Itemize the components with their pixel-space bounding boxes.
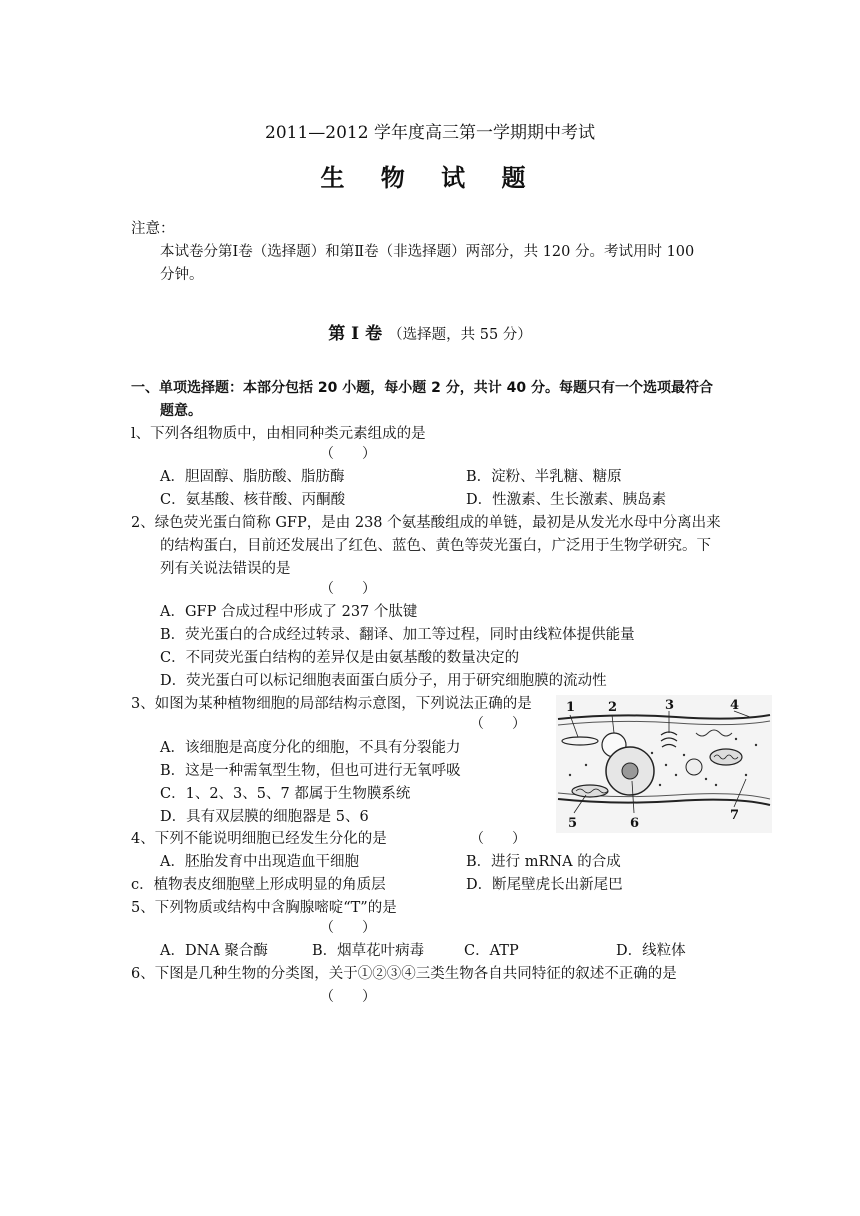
q2-stem-line-3: 列有关说法错误的是 — [160, 561, 291, 577]
q4-option-d: D．断尾壁虎长出新尾巴 — [466, 877, 623, 893]
q3-answer-paren: （ ） — [470, 716, 526, 732]
part1-subtitle: （选择题，共 55 分） — [388, 327, 532, 343]
q3-option-a: A．该细胞是高度分化的细胞，不具有分裂能力 — [160, 740, 461, 756]
q3-option-b: B．这是一种需氧型生物，但也可进行无氧呼吸 — [160, 763, 461, 779]
q5-answer-paren: （ ） — [320, 920, 376, 936]
q5-option-d: D．线粒体 — [616, 943, 686, 959]
diagram-label-2: 2 — [608, 700, 618, 715]
q1-option-a: A．胆固醇、脂肪酸、脂肪酶 — [160, 469, 345, 485]
part1-title: 第Ⅰ卷 — [328, 324, 389, 344]
notice-label: 注意： — [131, 221, 175, 237]
q3-option-d: D．具有双层膜的细胞器是 5、6 — [160, 809, 369, 825]
q1-stem: l、下列各组物质中，由相同种类元素组成的是 — [131, 426, 426, 442]
q4-answer-paren: （ ） — [470, 831, 526, 847]
plant-cell-diagram — [556, 695, 772, 833]
notice-line-2: 分钟。 — [160, 267, 204, 283]
diagram-label-4: 4 — [730, 698, 740, 713]
diagram-label-5: 5 — [568, 816, 578, 831]
q4-option-b: B．进行 mRNA 的合成 — [466, 854, 621, 870]
q1-answer-paren: （ ） — [320, 446, 376, 462]
section1-heading-line-2: 题意。 — [160, 403, 202, 419]
notice-line-1: 本试卷分第Ⅰ卷（选择题）和第Ⅱ卷（非选择题）两部分，共 120 分。考试用时 100 — [160, 244, 695, 260]
q4-option-c: c．植物表皮细胞壁上形成明显的角质层 — [131, 877, 386, 893]
q2-stem-line-1: 2、绿色荧光蛋白简称 GFP，是由 238 个氨基酸组成的单链，最初是从发光水母中分离出来 — [131, 515, 721, 531]
q6-answer-paren: （ ） — [320, 989, 376, 1005]
q2-answer-paren: （ ） — [320, 581, 376, 597]
part1-heading — [0, 319, 860, 344]
subject-title: 生 物 试 题 — [320, 163, 540, 192]
q6-stem: 6、下图是几种生物的分类图，关于①②③④三类生物各自共同特征的叙述不正确的是 — [131, 966, 677, 982]
q1-option-c: C．氨基酸、核苷酸、丙酮酸 — [160, 492, 346, 508]
q4-option-a: A．胚胎发育中出现造血干细胞 — [160, 854, 359, 870]
q5-option-a: A．DNA 聚合酶 — [160, 943, 268, 959]
diagram-label-7: 7 — [730, 808, 740, 823]
q3-option-c: C．1、2、3、5、7 都属于生物膜系统 — [160, 786, 411, 802]
section1-heading-line-1: 一、单项选择题：本部分包括 20 小题，每小题 2 分，共计 40 分。每题只有一个选项最符合 — [131, 380, 713, 396]
q3-stem: 3、如图为某种植物细胞的局部结构示意图，下列说法正确的是 — [131, 696, 532, 712]
q5-option-b: B．烟草花叶病毒 — [312, 943, 425, 959]
q2-option-c: C．不同荧光蛋白结构的差异仅是由氨基酸的数量决定的 — [160, 650, 520, 666]
q2-option-a: A．GFP 合成过程中形成了 237 个肽键 — [160, 604, 418, 620]
q2-stem-line-2: 的结构蛋白，目前还发展出了红色、蓝色、黄色等荧光蛋白，广泛用于生物学研究。下 — [160, 538, 711, 554]
q4-stem: 4、下列不能说明细胞已经发生分化的是 — [131, 831, 387, 847]
q5-stem: 5、下列物质或结构中含胸腺嘧啶“T”的是 — [131, 900, 397, 916]
q2-option-b: B．荧光蛋白的合成经过转录、翻译、加工等过程，同时由线粒体提供能量 — [160, 627, 635, 643]
q5-option-c: C．ATP — [464, 943, 519, 959]
diagram-label-6: 6 — [630, 816, 640, 831]
q1-option-d: D．性激素、生长激素、胰岛素 — [466, 492, 667, 508]
diagram-label-1: 1 — [566, 700, 576, 715]
diagram-label-3: 3 — [665, 698, 675, 713]
q2-option-d: D．荧光蛋白可以标记细胞表面蛋白质分子，用于研究细胞膜的流动性 — [160, 673, 607, 689]
exam-title: 2011—2012 学年度高三第一学期期中考试 — [265, 123, 595, 143]
q1-option-b: B．淀粉、半乳糖、糖原 — [466, 469, 622, 485]
